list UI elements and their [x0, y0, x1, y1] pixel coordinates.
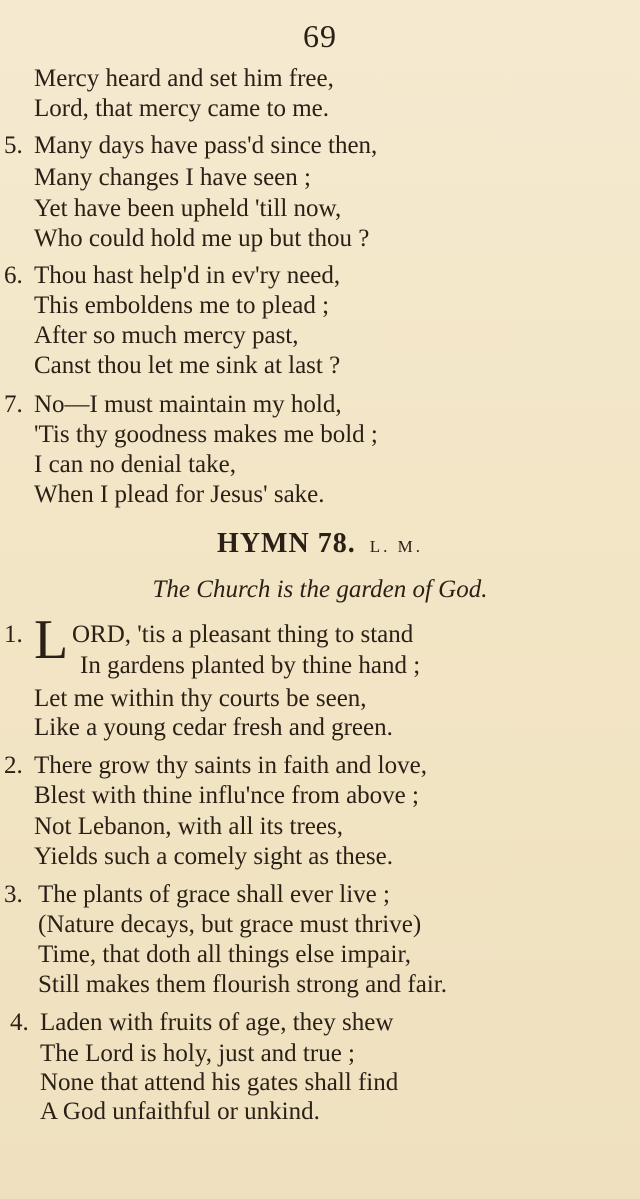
hymn-heading	[0, 528, 640, 560]
verse-line: Laden with fruits of age, they shew	[40, 1009, 394, 1036]
verse-line: Blest with thine influ'nce from above ;	[34, 782, 419, 809]
stanza-number: 1.	[4, 621, 23, 648]
verse-line: When I plead for Jesus' sake.	[34, 481, 325, 508]
stanza-number: 3.	[4, 881, 23, 908]
verse-line: Mercy heard and set him free,	[34, 65, 334, 92]
verse-line: Yet have been upheld 'till now,	[34, 195, 342, 222]
stanza-number: 5.	[4, 132, 23, 159]
verse-line: ORD, 'tis a pleasant thing to stand	[72, 621, 414, 648]
verse-line: Lord, that mercy came to me.	[34, 95, 330, 122]
verse-line: Let me within thy courts be seen,	[34, 685, 367, 712]
verse-line: Still makes them flourish strong and fair.	[38, 971, 447, 998]
hymn-meter: L. M.	[369, 537, 423, 556]
verse-line: Time, that doth all things else impair,	[38, 941, 412, 968]
verse-line: 'Tis thy goodness makes me bold ;	[34, 421, 378, 448]
page-number: 69	[303, 18, 337, 54]
verse-line: Many changes I have seen ;	[34, 164, 311, 191]
verse-line: In gardens planted by thine hand ;	[80, 652, 421, 679]
verse-line: I can no denial take,	[34, 451, 236, 478]
verse-line: Thou hast help'd in ev'ry need,	[34, 262, 341, 289]
stanza-number: 4.	[10, 1009, 29, 1036]
verse-line: Canst thou let me sink at last ?	[34, 352, 341, 379]
verse-line: Like a young cedar fresh and green.	[34, 714, 393, 741]
verse-line: (Nature decays, but grace must thrive)	[38, 911, 422, 938]
verse-line: This emboldens me to plead ;	[34, 292, 330, 319]
verse-line: The plants of grace shall ever live ;	[38, 881, 390, 908]
verse-line: Not Lebanon, with all its trees,	[34, 813, 343, 840]
stanza-number: 7.	[4, 391, 23, 418]
verse-line: No—I must maintain my hold,	[34, 391, 342, 418]
hymn-title: HYMN 78.	[217, 528, 356, 559]
stanza-number: 2.	[4, 752, 23, 779]
verse-line: None that attend his gates shall find	[40, 1069, 399, 1096]
verse-line: The Lord is holy, just and true ;	[40, 1040, 355, 1067]
verse-line: Yields such a comely sight as these.	[34, 843, 393, 870]
verse-line: A God unfaithful or unkind.	[40, 1098, 320, 1125]
verse-line: Many days have pass'd since then,	[34, 132, 378, 159]
verse-line: After so much mercy past,	[34, 322, 299, 349]
verse-line: Who could hold me up but thou ?	[34, 225, 370, 252]
drop-cap: L	[34, 609, 69, 671]
hymn-subtitle: The Church is the garden of God.	[152, 576, 488, 603]
verse-line: There grow thy saints in faith and love,	[34, 752, 427, 779]
stanza-number: 6.	[4, 262, 23, 289]
